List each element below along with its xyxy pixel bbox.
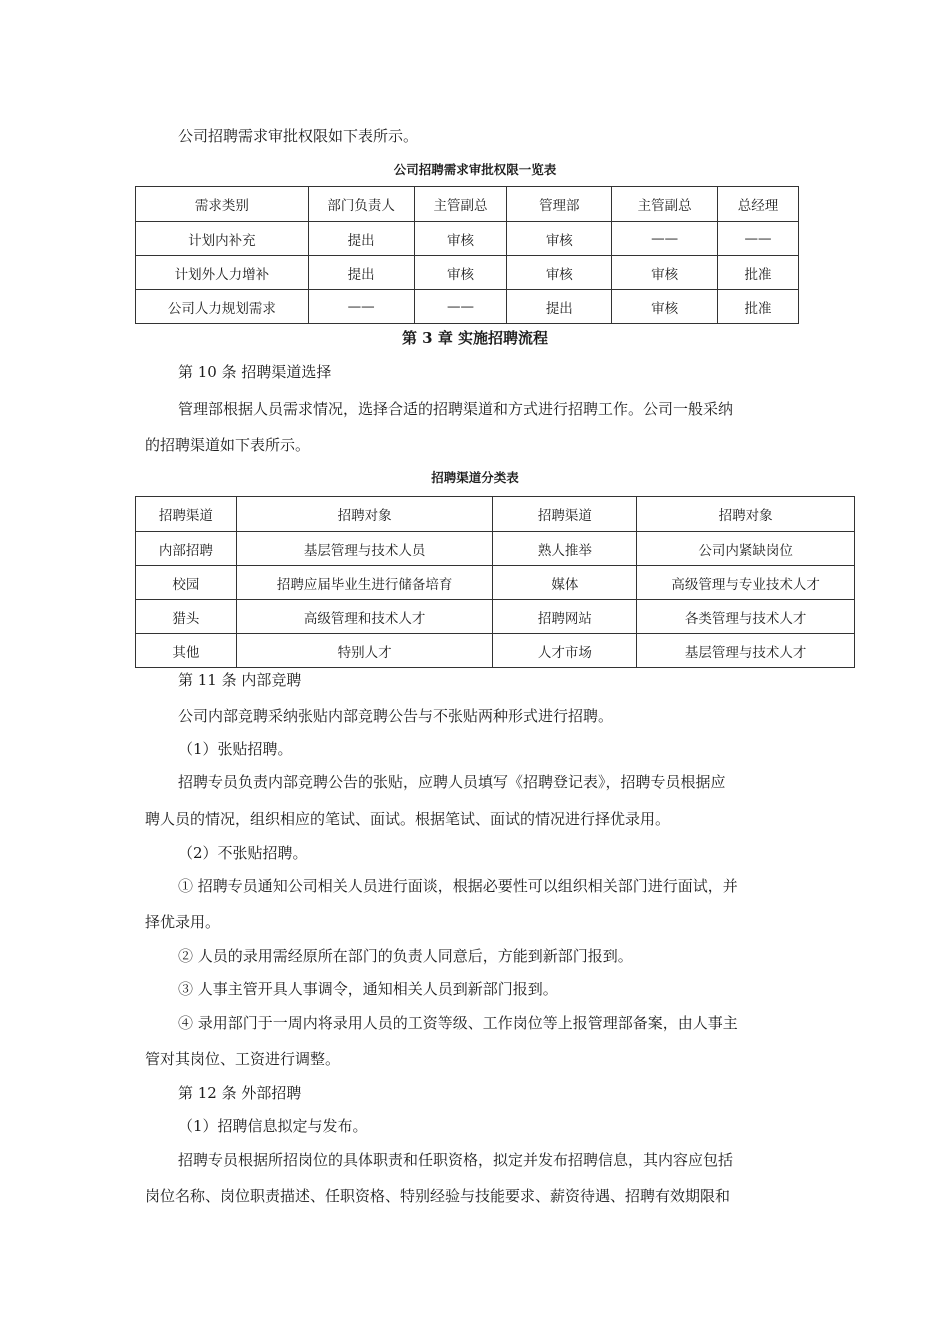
table-cell: 基层管理与技术人员: [236, 532, 493, 566]
table-cell: 公司人力规划需求: [136, 290, 309, 324]
paragraph-line: ② 人员的录用需经原所在部门的负责人同意后，方能到新部门报到。: [178, 947, 633, 965]
header-cell: 管理部: [507, 187, 612, 222]
channel-table: [135, 496, 855, 668]
table-cell: 猎头: [136, 600, 237, 634]
table-cell: 高级管理和技术人才: [236, 600, 493, 634]
table-cell: 高级管理与专业技术人才: [637, 566, 855, 600]
header-cell: 招聘渠道: [136, 497, 237, 532]
table-cell: 审核: [612, 256, 718, 290]
table-cell: 内部招聘: [136, 532, 237, 566]
paragraph-line: 的招聘渠道如下表所示。: [145, 436, 311, 454]
paragraph-line: ③ 人事主管开具人事调令，通知相关人员到新部门报到。: [178, 980, 558, 998]
table-row: [136, 256, 799, 290]
table-row: [136, 532, 855, 566]
table-cell: 批准: [718, 256, 799, 290]
table-row: [136, 566, 855, 600]
paragraph-line: ① 招聘专员通知公司相关人员进行面谈，根据必要性可以组织相关部门进行面试，并: [178, 877, 738, 895]
article-12-title: 第 12 条 外部招聘: [178, 1084, 302, 1102]
table-cell: 特别人才: [236, 634, 493, 668]
table-cell: 审核: [414, 256, 507, 290]
paragraph-line: 管对其岗位、工资进行调整。: [145, 1050, 341, 1068]
table-cell: 基层管理与技术人才: [637, 634, 855, 668]
article-10-title: 第 10 条 招聘渠道选择: [178, 363, 332, 381]
table-cell: 提出: [308, 256, 414, 290]
table-cell: 招聘网站: [493, 600, 637, 634]
table-cell: 审核: [414, 222, 507, 256]
table-cell: 提出: [308, 222, 414, 256]
table-cell: 计划外人力增补: [136, 256, 309, 290]
header-cell: 招聘对象: [637, 497, 855, 532]
paragraph-line: 择优录用。: [145, 913, 221, 931]
table-header-row: [136, 497, 855, 532]
chapter-heading: 第 3 章 实施招聘流程: [401, 329, 549, 347]
table-cell: 审核: [612, 290, 718, 324]
header-cell: 招聘对象: [236, 497, 493, 532]
table-cell: 招聘应届毕业生进行储备培育: [236, 566, 493, 600]
paragraph-line: 聘人员的情况，组织相应的笔试、面试。根据笔试、面试的情况进行择优录用。: [145, 810, 671, 828]
table-row: [136, 290, 799, 324]
table-cell: 校园: [136, 566, 237, 600]
table1-caption: 公司招聘需求审批权限一览表: [393, 162, 557, 177]
table-cell: 各类管理与技术人才: [637, 600, 855, 634]
table-cell: 熟人推举: [493, 532, 637, 566]
table-cell: ——: [612, 222, 718, 256]
approval-table: [135, 186, 799, 324]
table-cell: 提出: [507, 290, 612, 324]
table-row: [136, 634, 855, 668]
table-row: [136, 600, 855, 634]
table-cell: 审核: [507, 222, 612, 256]
header-cell: 招聘渠道: [493, 497, 637, 532]
table-cell: 其他: [136, 634, 237, 668]
table-cell: 计划内补充: [136, 222, 309, 256]
table-cell: 人才市场: [493, 634, 637, 668]
paragraph-line: 管理部根据人员需求情况，选择合适的招聘渠道和方式进行招聘工作。公司一般采纳: [178, 400, 734, 418]
paragraph-line: 岗位名称、岗位职责描述、任职资格、特别经验与技能要求、薪资待遇、招聘有效期限和: [145, 1187, 731, 1205]
table2-caption: 招聘渠道分类表: [431, 470, 519, 485]
table-cell: ——: [308, 290, 414, 324]
paragraph-line: 招聘专员负责内部竞聘公告的张贴，应聘人员填写《招聘登记表》，招聘专员根据应: [178, 773, 726, 791]
header-cell: 总经理: [718, 187, 799, 222]
header-cell: 需求类别: [136, 187, 309, 222]
intro-paragraph: 公司招聘需求审批权限如下表所示。: [178, 127, 419, 145]
paragraph-line: （1）张贴招聘。: [178, 740, 293, 758]
table-cell: ——: [718, 222, 799, 256]
table-cell: 媒体: [493, 566, 637, 600]
paragraph-line: （1）招聘信息拟定与发布。: [178, 1117, 368, 1135]
paragraph-line: 公司内部竞聘采纳张贴内部竞聘公告与不张贴两种形式进行招聘。: [178, 707, 614, 725]
table-cell: ——: [414, 290, 507, 324]
table-header-row: [136, 187, 799, 222]
header-cell: 主管副总: [612, 187, 718, 222]
article-11-title: 第 11 条 内部竞聘: [178, 671, 302, 689]
header-cell: 主管副总: [414, 187, 507, 222]
paragraph-line: ④ 录用部门于一周内将录用人员的工资等级、工作岗位等上报管理部备案，由人事主: [178, 1014, 738, 1032]
header-cell: 部门负责人: [308, 187, 414, 222]
paragraph-line: 招聘专员根据所招岗位的具体职责和任职资格，拟定并发布招聘信息，其内容应包括: [178, 1151, 734, 1169]
table-cell: 批准: [718, 290, 799, 324]
paragraph-line: （2）不张贴招聘。: [178, 844, 308, 862]
table-cell: 公司内紧缺岗位: [637, 532, 855, 566]
table-row: [136, 222, 799, 256]
table-cell: 审核: [507, 256, 612, 290]
